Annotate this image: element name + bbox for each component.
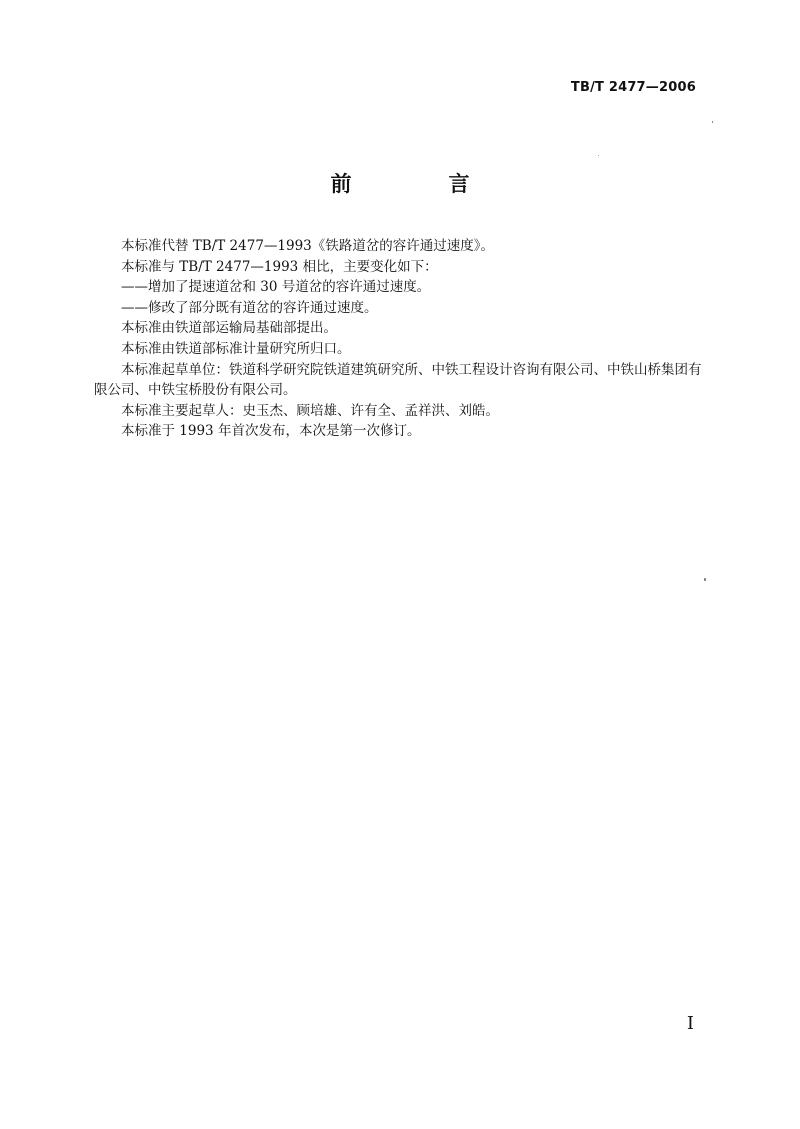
page-title: 前 言 bbox=[330, 172, 508, 196]
paragraph-drafting-units: 本标准起草单位：铁道科学研究院铁道建筑研究所、中铁工程设计咨询有限公司、中铁山桥集团有限公司、中铁宝桥股份有限公司。 bbox=[94, 361, 702, 399]
standard-code: TB/T 2477—2006 bbox=[570, 80, 696, 95]
paragraph-change-1: ——增加了提速道岔和 30 号道岔的容许通过速度。 bbox=[121, 279, 431, 296]
paragraph-history: 本标准于 1993 年首次发布，本次是第一次修订。 bbox=[121, 423, 421, 440]
page-number: I bbox=[686, 1013, 694, 1034]
scan-speck bbox=[598, 155, 599, 156]
paragraph-drafters: 本标准主要起草人：史玉杰、顾培雄、许有全、孟祥洪、刘皓。 bbox=[121, 402, 499, 419]
scan-speck bbox=[712, 121, 713, 123]
paragraph-change-2: ——修改了部分既有道岔的容许通过速度。 bbox=[121, 299, 378, 316]
scan-speck bbox=[704, 578, 706, 581]
foreword-body bbox=[94, 236, 706, 442]
paragraph-changes-intro: 本标准与 TB/T 2477—1993 相比，主要变化如下： bbox=[121, 258, 438, 275]
paragraph-proposed-by: 本标准由铁道部运输局基础部提出。 bbox=[121, 320, 337, 337]
paragraph-replaces: 本标准代替 TB/T 2477—1993《铁路道岔的容许通过速度》。 bbox=[121, 238, 495, 254]
paragraph-managed-by: 本标准由铁道部标准计量研究所归口。 bbox=[121, 340, 351, 357]
